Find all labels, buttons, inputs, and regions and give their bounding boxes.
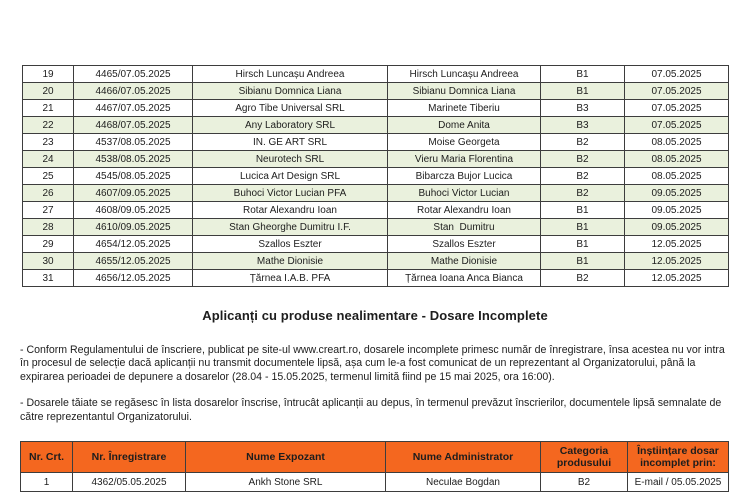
cell-nr-crt: 27: [23, 202, 74, 219]
cell-nr-inregistrare: 4467/07.05.2025: [74, 100, 193, 117]
cell-data-col: 08.05.2025: [625, 151, 729, 168]
header-instiintare-dosar: Înștiințare dosar incomplet prin:: [628, 442, 729, 473]
cell-nr-inregistrare: 4537/08.05.2025: [74, 134, 193, 151]
cell-nume-expozant: Szallos Eszter: [193, 236, 388, 253]
cell-categoria-produsului: B2: [541, 185, 625, 202]
note-paragraph-2: - Dosarele tăiate se regăsesc în lista dosarelor înscrise, întrucât aplicanții au depus, în termenul prevăzut înscrierilor, documentele lipsă semnalate de către reprezentantul Organizatorului.: [20, 397, 722, 423]
cell-data-col: 08.05.2025: [625, 134, 729, 151]
cell-nume-expozant: Sibianu Domnica Liana: [193, 83, 388, 100]
incomplete-table-header-row: [21, 442, 729, 473]
cell-categoria-produsului: B1: [541, 219, 625, 236]
cell-categoria-produsului: B1: [541, 202, 625, 219]
cell-categoria-produsului: B1: [541, 83, 625, 100]
cell-categoria-produsului: B2: [541, 134, 625, 151]
cell-nume-administrator: Țărnea Ioana Anca Bianca: [388, 270, 541, 287]
cell-nr-inregistrare: 4610/09.05.2025: [74, 219, 193, 236]
cell-nume-administrator: Neculae Bogdan: [386, 473, 541, 492]
header-nume-administrator: Nume Administrator: [386, 442, 541, 473]
cell-nume-administrator: Szallos Eszter: [388, 236, 541, 253]
table-row: [23, 134, 729, 151]
cell-data-col: 07.05.2025: [625, 83, 729, 100]
cell-nr-inregistrare: 4468/07.05.2025: [74, 117, 193, 134]
note-paragraph-1: - Conform Regulamentului de înscriere, publicat pe site-ul www.creart.ro, dosarele incomplete primesc număr de înregistrare, însa acestea nu vor intra în procesul de selecție dacă aplicanții nu transmit documentele lipsă, așa cum le-a fost comunicat de un reprezentant al Organizatorului, până la expirarea perioadei de depunere a dosarelor (28.04 - 15.05.2025, termenul limită fiind pe 15 mai 2025, ora 16:00).: [20, 344, 725, 383]
table-row: [23, 185, 729, 202]
cell-nr-crt: 28: [23, 219, 74, 236]
section-title: Aplicanți cu produse nealimentare - Dosare Incomplete: [202, 308, 548, 323]
cell-nume-administrator: Moise Georgeta: [388, 134, 541, 151]
cell-nume-expozant: Țărnea I.A.B. PFA: [193, 270, 388, 287]
registrations-table: [22, 65, 729, 287]
table-row: [23, 83, 729, 100]
cell-nume-administrator: Marinete Tiberiu: [388, 100, 541, 117]
cell-data-col: 08.05.2025: [625, 168, 729, 185]
cell-categoria-produsului: B1: [541, 236, 625, 253]
cell-categoria-produsului: B1: [541, 66, 625, 83]
table-row: [23, 219, 729, 236]
cell-nr-inregistrare: 4654/12.05.2025: [74, 236, 193, 253]
cell-data-col: 07.05.2025: [625, 100, 729, 117]
cell-nume-administrator: Vieru Maria Florentina: [388, 151, 541, 168]
cell-categoria-produsului: B2: [541, 168, 625, 185]
cell-nume-administrator: Rotar Alexandru Ioan: [388, 202, 541, 219]
table-row: [23, 151, 729, 168]
cell-nr-crt: 30: [23, 253, 74, 270]
cell-nr-crt: 29: [23, 236, 74, 253]
cell-nume-expozant: Ankh Stone SRL: [186, 473, 386, 492]
cell-nr-inregistrare: 4465/07.05.2025: [74, 66, 193, 83]
cell-nume-administrator: Mathe Dionisie: [388, 253, 541, 270]
header-nume-expozant: Nume Expozant: [186, 442, 386, 473]
cell-data-col: E-mail / 05.05.2025: [628, 473, 729, 492]
cell-nr-inregistrare: 4362/05.05.2025: [73, 473, 186, 492]
cell-data-col: 12.05.2025: [625, 253, 729, 270]
header-nr-crt: Nr. Crt.: [21, 442, 73, 473]
cell-categoria-produsului: B2: [541, 151, 625, 168]
cell-nr-inregistrare: 4608/09.05.2025: [74, 202, 193, 219]
cell-data-col: 12.05.2025: [625, 270, 729, 287]
cell-nr-crt: 31: [23, 270, 74, 287]
cell-nr-crt: 20: [23, 83, 74, 100]
table-row: [23, 270, 729, 287]
table-row: [23, 117, 729, 134]
cell-data-col: 07.05.2025: [625, 66, 729, 83]
cell-nume-expozant: Any Laboratory SRL: [193, 117, 388, 134]
table-row: [23, 100, 729, 117]
table-row: [23, 236, 729, 253]
cell-categoria-produsului: B3: [541, 117, 625, 134]
cell-nume-expozant: Neurotech SRL: [193, 151, 388, 168]
cell-nume-expozant: IN. GE ART SRL: [193, 134, 388, 151]
cell-nr-inregistrare: 4466/07.05.2025: [74, 83, 193, 100]
cell-nr-crt: 23: [23, 134, 74, 151]
cell-nume-expozant: Rotar Alexandru Ioan: [193, 202, 388, 219]
cell-nume-expozant: Hirsch Luncașu Andreea: [193, 66, 388, 83]
table-row: [21, 473, 729, 492]
table-row: [23, 202, 729, 219]
cell-categoria-produsului: B2: [541, 270, 625, 287]
cell-data-col: 07.05.2025: [625, 117, 729, 134]
cell-categoria-produsului: B3: [541, 100, 625, 117]
cell-nr-inregistrare: 4607/09.05.2025: [74, 185, 193, 202]
cell-nr-crt: 26: [23, 185, 74, 202]
cell-nume-administrator: Bibarcza Bujor Lucica: [388, 168, 541, 185]
cell-nume-expozant: Buhoci Victor Lucian PFA: [193, 185, 388, 202]
cell-nume-administrator: Sibianu Domnica Liana: [388, 83, 541, 100]
cell-nume-administrator: Buhoci Victor Lucian: [388, 185, 541, 202]
incomplete-files-table: [20, 441, 729, 492]
table-row: [23, 253, 729, 270]
table-row: [23, 66, 729, 83]
cell-categoria-produsului: B2: [541, 473, 628, 492]
cell-data-col: 09.05.2025: [625, 185, 729, 202]
cell-nr-crt: 21: [23, 100, 74, 117]
cell-nr-crt: 22: [23, 117, 74, 134]
cell-data-col: 12.05.2025: [625, 236, 729, 253]
cell-nume-administrator: Stan Dumitru: [388, 219, 541, 236]
header-categoria-produsului: Categoria produsului: [541, 442, 628, 473]
cell-nume-expozant: Agro Tibe Universal SRL: [193, 100, 388, 117]
table-row: [23, 168, 729, 185]
cell-data-col: 09.05.2025: [625, 219, 729, 236]
cell-nume-expozant: Stan Gheorghe Dumitru I.F.: [193, 219, 388, 236]
cell-nr-inregistrare: 4538/08.05.2025: [74, 151, 193, 168]
cell-nr-crt: 1: [21, 473, 73, 492]
cell-categoria-produsului: B1: [541, 253, 625, 270]
cell-nume-administrator: Hirsch Luncașu Andreea: [388, 66, 541, 83]
cell-nume-administrator: Dome Anita: [388, 117, 541, 134]
cell-nr-crt: 24: [23, 151, 74, 168]
header-nr-inregistrare: Nr. Înregistrare: [73, 442, 186, 473]
cell-data-col: 09.05.2025: [625, 202, 729, 219]
cell-nr-inregistrare: 4656/12.05.2025: [74, 270, 193, 287]
cell-nume-expozant: Lucica Art Design SRL: [193, 168, 388, 185]
cell-nr-crt: 19: [23, 66, 74, 83]
cell-nume-expozant: Mathe Dionisie: [193, 253, 388, 270]
cell-nr-inregistrare: 4545/08.05.2025: [74, 168, 193, 185]
cell-nr-inregistrare: 4655/12.05.2025: [74, 253, 193, 270]
notes-block: [20, 344, 732, 437]
cell-nr-crt: 25: [23, 168, 74, 185]
